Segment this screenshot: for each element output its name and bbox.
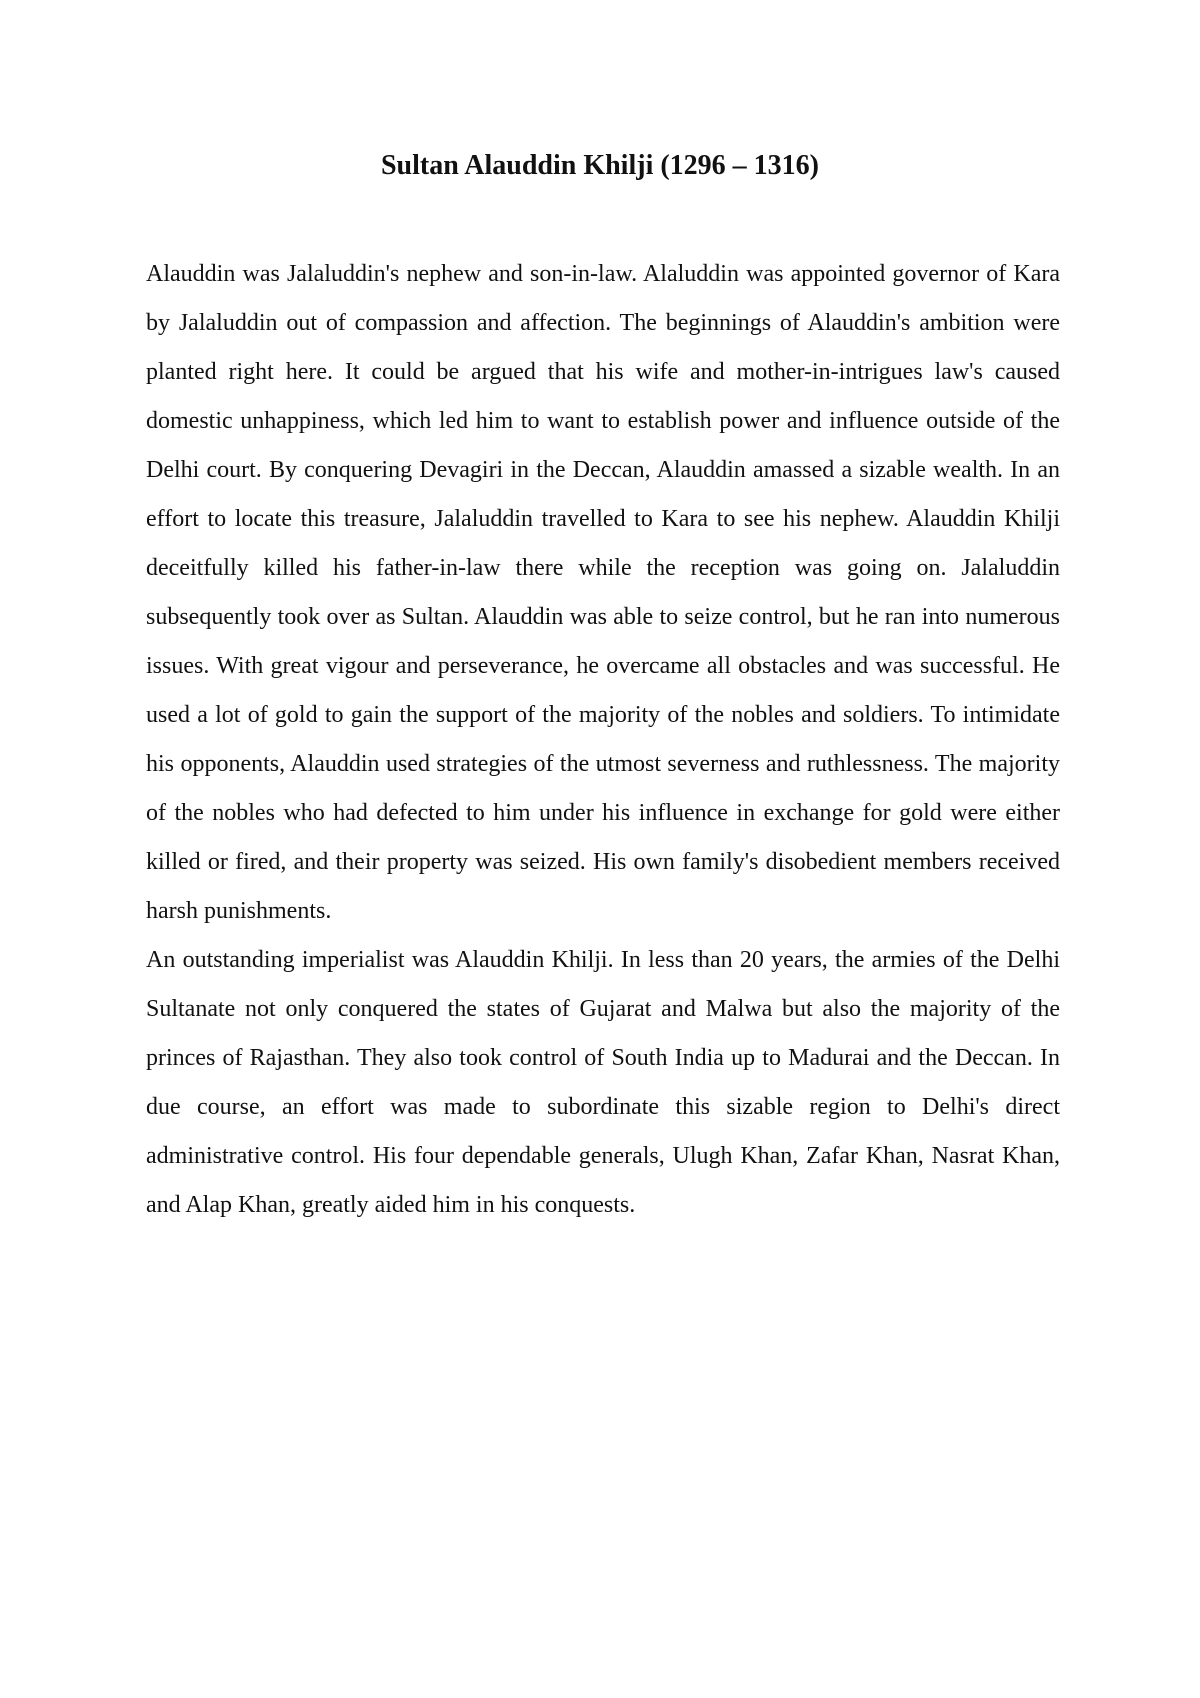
paragraph-2: An outstanding imperialist was Alauddin Khilji. In less than 20 years, the armies of the Delhi Sultanate not only conquered the states of Gujarat and Malwa but also the majority of the princes of Rajasthan. They also took control of South India up to Madurai and the Deccan. In due course, an effort was made to subordinate this sizable region to Delhi's direct administrative control. His four dependable generals, Ulugh Khan, Zafar Khan, Nasrat Khan, and Alap Khan, greatly aided him in his conquests. [146, 947, 1060, 1218]
document-title: Sultan Alauddin Khilji (1296 – 1316) [380, 150, 819, 181]
document-body [146, 250, 1060, 1230]
paragraph-1: Alauddin was Jalaluddin's nephew and son-in-law. Alaluddin was appointed governor of Kara by Jalaluddin out of compassion and affection. The beginnings of Alauddin's ambition were planted right here. It could be argued that his wife and mother-in-intrigues law's caused domestic unhappiness, which led him to want to establish power and influence outside of the Delhi court. By conquering Devagiri in the Deccan, Alauddin amassed a sizable wealth. In an effort to locate this treasure, Jalaluddin travelled to Kara to see his nephew. Alauddin Khilji deceitfully killed his father-in-law there while the reception was going on. Jalaluddin subsequently took over as Sultan. Alauddin was able to seize control, but he ran into numerous issues. With great vigour and perseverance, he overcame all obstacles and was successful. He used a lot of gold to gain the support of the majority of the nobles and soldiers. To intimidate his opponents, Alauddin used strategies of the utmost severness and ruthlessness. The majority of the nobles who had defected to him under his influence in exchange for gold were either killed or fired, and their property was seized. His own family's disobedient members received harsh punishments. [146, 261, 1060, 924]
